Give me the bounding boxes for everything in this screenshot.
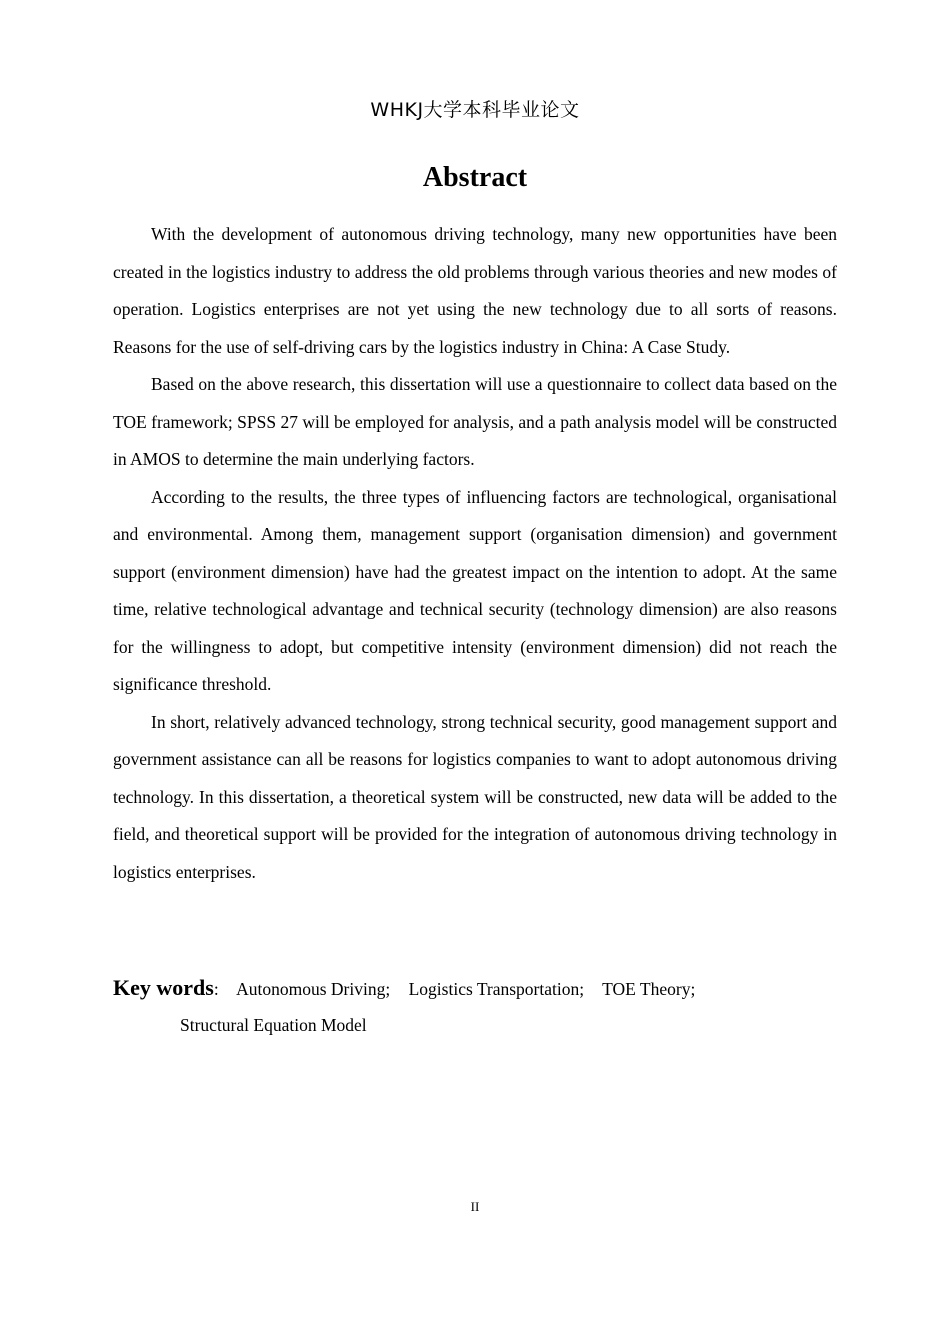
keyword-item: Logistics Transportation; xyxy=(408,979,585,999)
abstract-paragraph: With the development of autonomous driving technology, many new opportunities have been created in the logistics industry to address the old problems through various theories and new modes of operation. Logistics enterprises are not yet using the new technology due to all sorts of reasons. Reasons for the use of self-driving cars by the logistics industry in China: A Case Study. xyxy=(113,224,837,357)
keywords-line xyxy=(113,970,837,1007)
abstract-paragraph: According to the results, the three types of influencing factors are technological, organisational and environmental. Among them, management support (organisation dimension) and government support (environment dimension) have had the greatest impact on the intention to adopt. At the same time, relative technological advantage and technical security (technology dimension) are also reasons for the willingness to adopt, but competitive intensity (environment dimension) did not reach the significance threshold. xyxy=(113,486,837,694)
keywords-label: Key words xyxy=(113,975,214,1000)
abstract-title: Abstract xyxy=(422,162,528,193)
keywords-line xyxy=(113,1007,837,1043)
abstract-paragraph: Based on the above research, this dissertation will use a questionnaire to collect data based on the TOE framework; SPSS 27 will be employed for analysis, and a path analysis model will be constructed in AMOS to determine the main underlying factors. xyxy=(113,374,837,469)
abstract-paragraph: In short, relatively advanced technology, strong technical security, good management support and government assistance can all be reasons for logistics companies to want to adopt autonomous driving technology. In this dissertation, a theoretical system will be constructed, new data will be added to the field, and theoretical support will be provided for the integration of autonomous driving technology in logistics enterprises. xyxy=(113,711,837,882)
keyword-item: TOE Theory; xyxy=(602,979,696,999)
keywords-separator: : xyxy=(213,979,219,999)
page-number: II xyxy=(470,1199,480,1214)
running-header: WHKJ大学本科毕业论文 xyxy=(370,99,580,121)
keywords-section xyxy=(113,970,837,1043)
keyword-item: Structural Equation Model xyxy=(180,1015,367,1035)
keyword-item: Autonomous Driving; xyxy=(236,979,391,999)
abstract-body xyxy=(113,216,837,891)
